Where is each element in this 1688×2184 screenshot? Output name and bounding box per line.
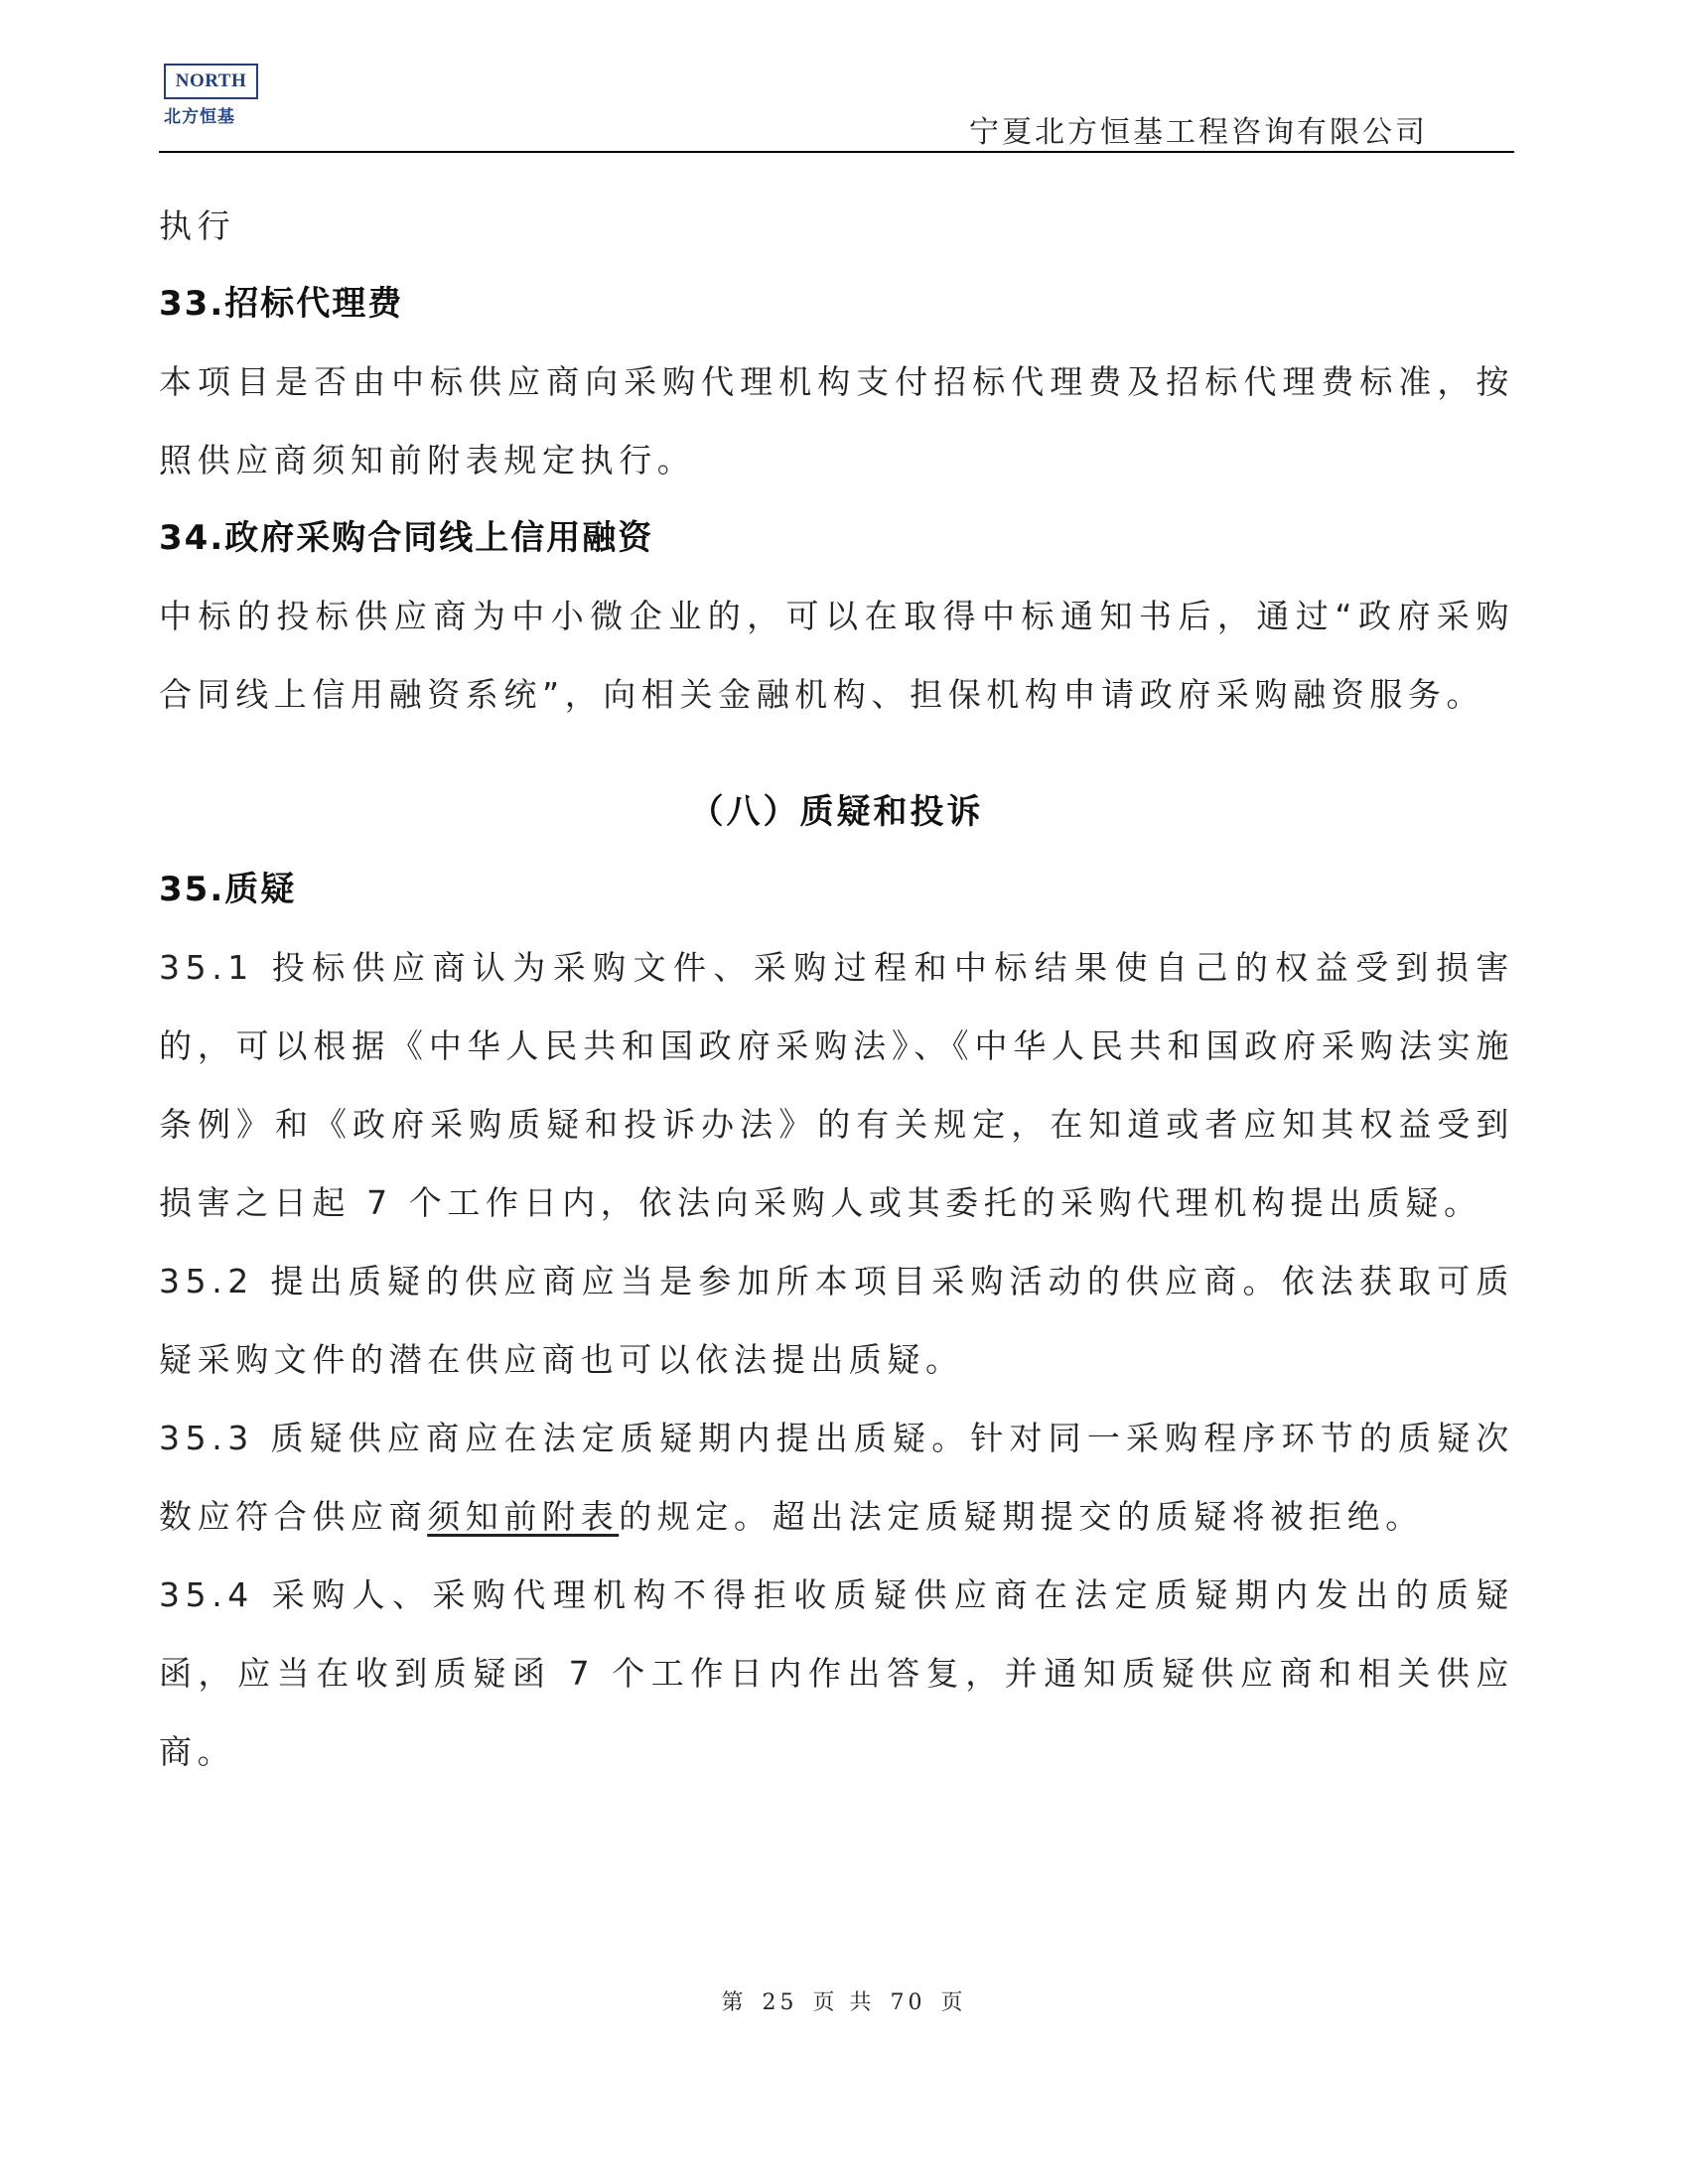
logo-chinese-text: 北方恒基 [164, 107, 235, 127]
heading-34: 34.政府采购合同线上信用融资 [159, 518, 654, 558]
paragraph-35-3-text-start: 35.3 质疑供应商应在法定质疑期内提出质疑。针对同一采购程序环节的质疑次数应符合供应商 [159, 1419, 1514, 1536]
page-current-number: 25 [762, 1990, 798, 2015]
heading-33: 33.招标代理费 [159, 284, 404, 324]
paragraph-35-2: 35.2 提出质疑的供应商应当是参加所本项目采购活动的供应商。依法获取可质疑采购文件的潜在供应商也可以依法提出质疑。 [159, 1262, 1514, 1379]
page-total-number: 70 [890, 1990, 926, 2015]
continued-paragraph: 执行 [159, 206, 236, 245]
section-title-8: （八）质疑和投诉 [689, 792, 984, 832]
company-logo [164, 64, 258, 127]
paragraph-33: 本项目是否由中标供应商向采购代理机构支付招标代理费及招标代理费标准，按照供应商须知前附表规定执行。 [159, 362, 1514, 479]
paragraph-35-3 [159, 1399, 1514, 1556]
page-label-middle: 页 共 [812, 1990, 876, 2015]
page-label-prefix: 第 [721, 1990, 748, 2015]
company-name: 宁夏北方恒基工程咨询有限公司 [969, 115, 1428, 150]
paragraph-34: 中标的投标供应商为中小微企业的，可以在取得中标通知书后，通过“政府采购合同线上信用融资系统”，向相关金融机构、担保机构申请政府采购融资服务。 [159, 597, 1514, 714]
paragraph-35-1: 35.1 投标供应商认为采购文件、采购过程和中标结果使自己的权益受到损害的，可以根据《中华人民共和国政府采购法》、《中华人民共和国政府采购法实施条例》和《政府采购质疑和投诉办法》的有关规定，在知道或者应知其权益受到损害之日起 7 个工作日内，依法向采购人或其委托的采购代理机构提出质疑。 [159, 948, 1514, 1222]
page-label-suffix: 页 [940, 1990, 967, 2015]
heading-35: 35.质疑 [159, 870, 297, 909]
paragraph-35-4: 35.4 采购人、采购代理机构不得拒收质疑供应商在法定质疑期内发出的质疑函，应当在收到质疑函 7 个工作日内作出答复，并通知质疑供应商和相关供应商。 [159, 1575, 1514, 1771]
logo-north-text: NORTH [164, 64, 258, 99]
document-body [159, 187, 1514, 1791]
appendix-reference-link[interactable]: 须知前附表 [427, 1497, 620, 1536]
paragraph-35-3-text-end: 的规定。超出法定质疑期提交的质疑将被拒绝。 [619, 1497, 1424, 1536]
page-footer [0, 1985, 1688, 2016]
header-divider [159, 151, 1514, 153]
